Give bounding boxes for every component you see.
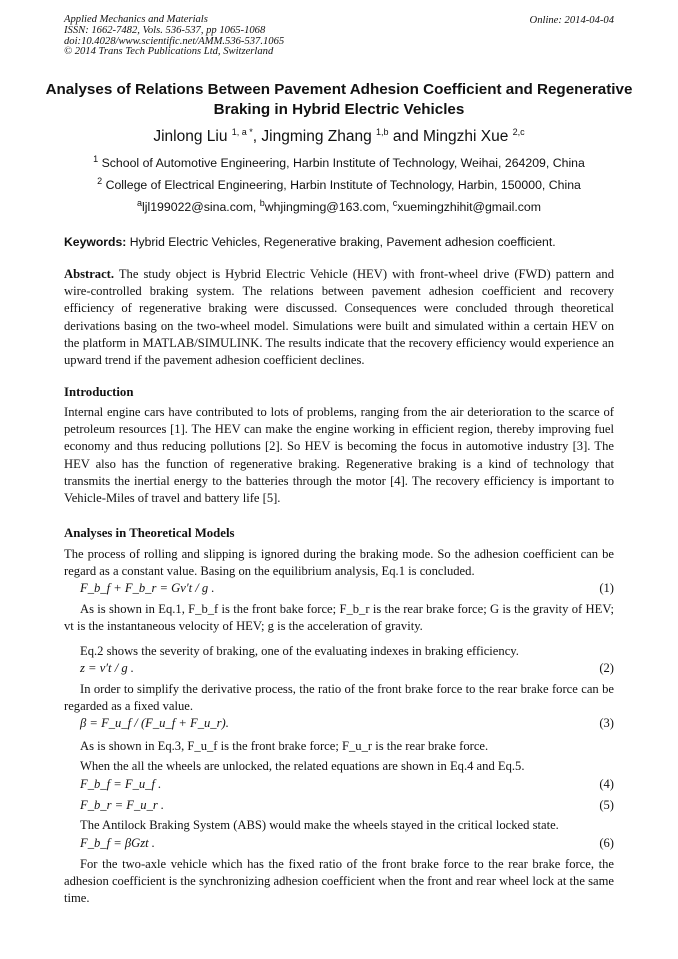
email-b: whjingming@163.com, bbox=[264, 200, 393, 214]
author-3-sup: 2,c bbox=[512, 126, 525, 137]
author-1: Jinlong Liu bbox=[153, 128, 228, 145]
section-heading-theory: Analyses in Theoretical Models bbox=[64, 526, 235, 540]
email-line bbox=[0, 197, 678, 214]
author-list bbox=[0, 128, 678, 146]
author-2: Jingming Zhang bbox=[261, 128, 372, 145]
theory-paragraph-8: For the two-axle vehicle which has the fixed ratio of the front brake force to the rear brake force, the adhesion coefficient is the synchronizing adhesion coefficient when the front and rear wheel lock at the same time. bbox=[64, 857, 614, 906]
abstract-label: Abstract. bbox=[64, 267, 115, 281]
theory-paragraph-2: As is shown in Eq.1, F_b_f is the front bake force; F_b_r is the rear brake force; G is the gravity of HEV; vt is the instantaneous velocity of HEV; g is the acceleration of gravity. bbox=[64, 602, 614, 634]
affiliation-2 bbox=[0, 175, 678, 192]
issn: ISSN: 1662-7482, Vols. 536-537, pp 1065-1068 bbox=[64, 24, 266, 36]
journal-header bbox=[64, 15, 284, 58]
email-c: xuemingzhihit@gmail.com bbox=[397, 200, 541, 214]
paper-title: Analyses of Relations Between Pavement Adhesion Coefficient and Regenerative Braking in Hybrid Electric Vehicles bbox=[45, 81, 633, 118]
doi: doi:10.4028/www.scientific.net/AMM.536-537.1065 bbox=[64, 35, 285, 47]
theory-paragraph-1: The process of rolling and slipping is ignored during the braking mode. So the adhesion coefficient can be regard as a constant value. Basing on the equilibrium analysis, Eq.1 is concluded. bbox=[64, 547, 614, 579]
author-sep-2: and bbox=[388, 128, 424, 145]
keywords bbox=[64, 235, 556, 249]
equation-6-number: (6) bbox=[599, 836, 614, 850]
copyright: © 2014 Trans Tech Publications Ltd, Switzerland bbox=[64, 46, 274, 58]
email-c-sup: c bbox=[392, 197, 398, 208]
equation-2: z = v′t / g . bbox=[80, 661, 134, 675]
affiliation-1-sup: 1 bbox=[93, 153, 99, 164]
equation-1-number: (1) bbox=[599, 581, 614, 595]
equation-3: β = F_u_f / (F_u_f + F_u_r). bbox=[80, 716, 229, 730]
theory-paragraph-3: Eq.2 shows the severity of braking, one of the evaluating indexes in braking efficiency. bbox=[80, 644, 519, 658]
theory-paragraph-5: As is shown in Eq.3, F_u_f is the front brake force; F_u_r is the rear brake force. bbox=[80, 739, 489, 753]
theory-paragraph-7: The Antilock Braking System (ABS) would make the wheels stayed in the critical locked state. bbox=[80, 818, 559, 832]
equation-1: F_b_f + F_b_r = Gv′t / g . bbox=[80, 581, 215, 595]
author-1-sup: 1, a * bbox=[231, 126, 253, 137]
section-heading-introduction: Introduction bbox=[64, 385, 134, 399]
affiliation-2-sup: 2 bbox=[97, 175, 103, 186]
abstract-text: The study object is Hybrid Electric Vehicle (HEV) with front-wheel drive (FWD) pattern and wire-controlled braking system. The relations between pavement adhesion coefficient and recovery efficiency of regenerative braking were discussed. Consequences were concluded through theoretical derivations basing on the two-wheel model. Simulations were built and simulated within a certain HEV on the platform in MATLAB/SIMULINK. The results indicate that the recovery efficiency would experience an upward trend if the pavement adhesion coefficient declines. bbox=[64, 267, 614, 368]
equation-3-number: (3) bbox=[599, 716, 614, 730]
journal-name: Applied Mechanics and Materials bbox=[64, 14, 208, 25]
affiliation-1 bbox=[0, 153, 678, 170]
affiliation-1-text: School of Automotive Engineering, Harbin Institute of Technology, Weihai, 264209, China bbox=[101, 156, 585, 170]
equation-6: F_b_f = βGzt . bbox=[80, 836, 155, 850]
author-sep-1: , bbox=[252, 128, 262, 145]
theory-paragraph-4: In order to simplify the derivative process, the ratio of the front brake force to the rear brake force can be regarded as a fixed value. bbox=[64, 682, 614, 714]
theory-paragraph-6: When the all the wheels are unlocked, the related equations are shown in Eq.4 and Eq.5. bbox=[80, 759, 525, 773]
keywords-text: Hybrid Electric Vehicles, Regenerative braking, Pavement adhesion coefficient. bbox=[126, 235, 556, 249]
introduction-text: Internal engine cars have contributed to lots of problems, ranging from the air deterioration to the scarce of petroleum resources [1]. The HEV can make the engine working in efficient region, thereby improving fuel economy and thus reducing pollutions [2]. So HEV is becoming the focus in automotive industry [3]. The HEV also has the function of regenerative braking. Regenerative braking is a kind of technology that transmits the inertial energy to the batteries through the motor [4]. The recovery efficiency is important to Vehicle-Miles of travel and battery life [5]. bbox=[64, 405, 614, 506]
equation-4: F_b_f = F_u_f . bbox=[80, 777, 162, 791]
keywords-label: Keywords: bbox=[64, 235, 127, 249]
equation-4-number: (4) bbox=[599, 777, 614, 791]
equation-2-number: (2) bbox=[599, 661, 614, 675]
equation-5-number: (5) bbox=[599, 798, 614, 812]
equation-5: F_b_r = F_u_r . bbox=[80, 798, 165, 812]
author-2-sup: 1,b bbox=[376, 126, 389, 137]
email-a-sup: a bbox=[137, 197, 143, 208]
author-3: Mingzhi Xue bbox=[423, 128, 509, 145]
abstract bbox=[64, 266, 614, 369]
online-date: Online: 2014-04-04 bbox=[529, 15, 614, 26]
affiliation-2-text: College of Electrical Engineering, Harbin Institute of Technology, Harbin, 150000, China bbox=[105, 178, 581, 192]
email-b-sup: b bbox=[259, 197, 265, 208]
email-a: ljl199022@sina.com, bbox=[142, 200, 260, 214]
